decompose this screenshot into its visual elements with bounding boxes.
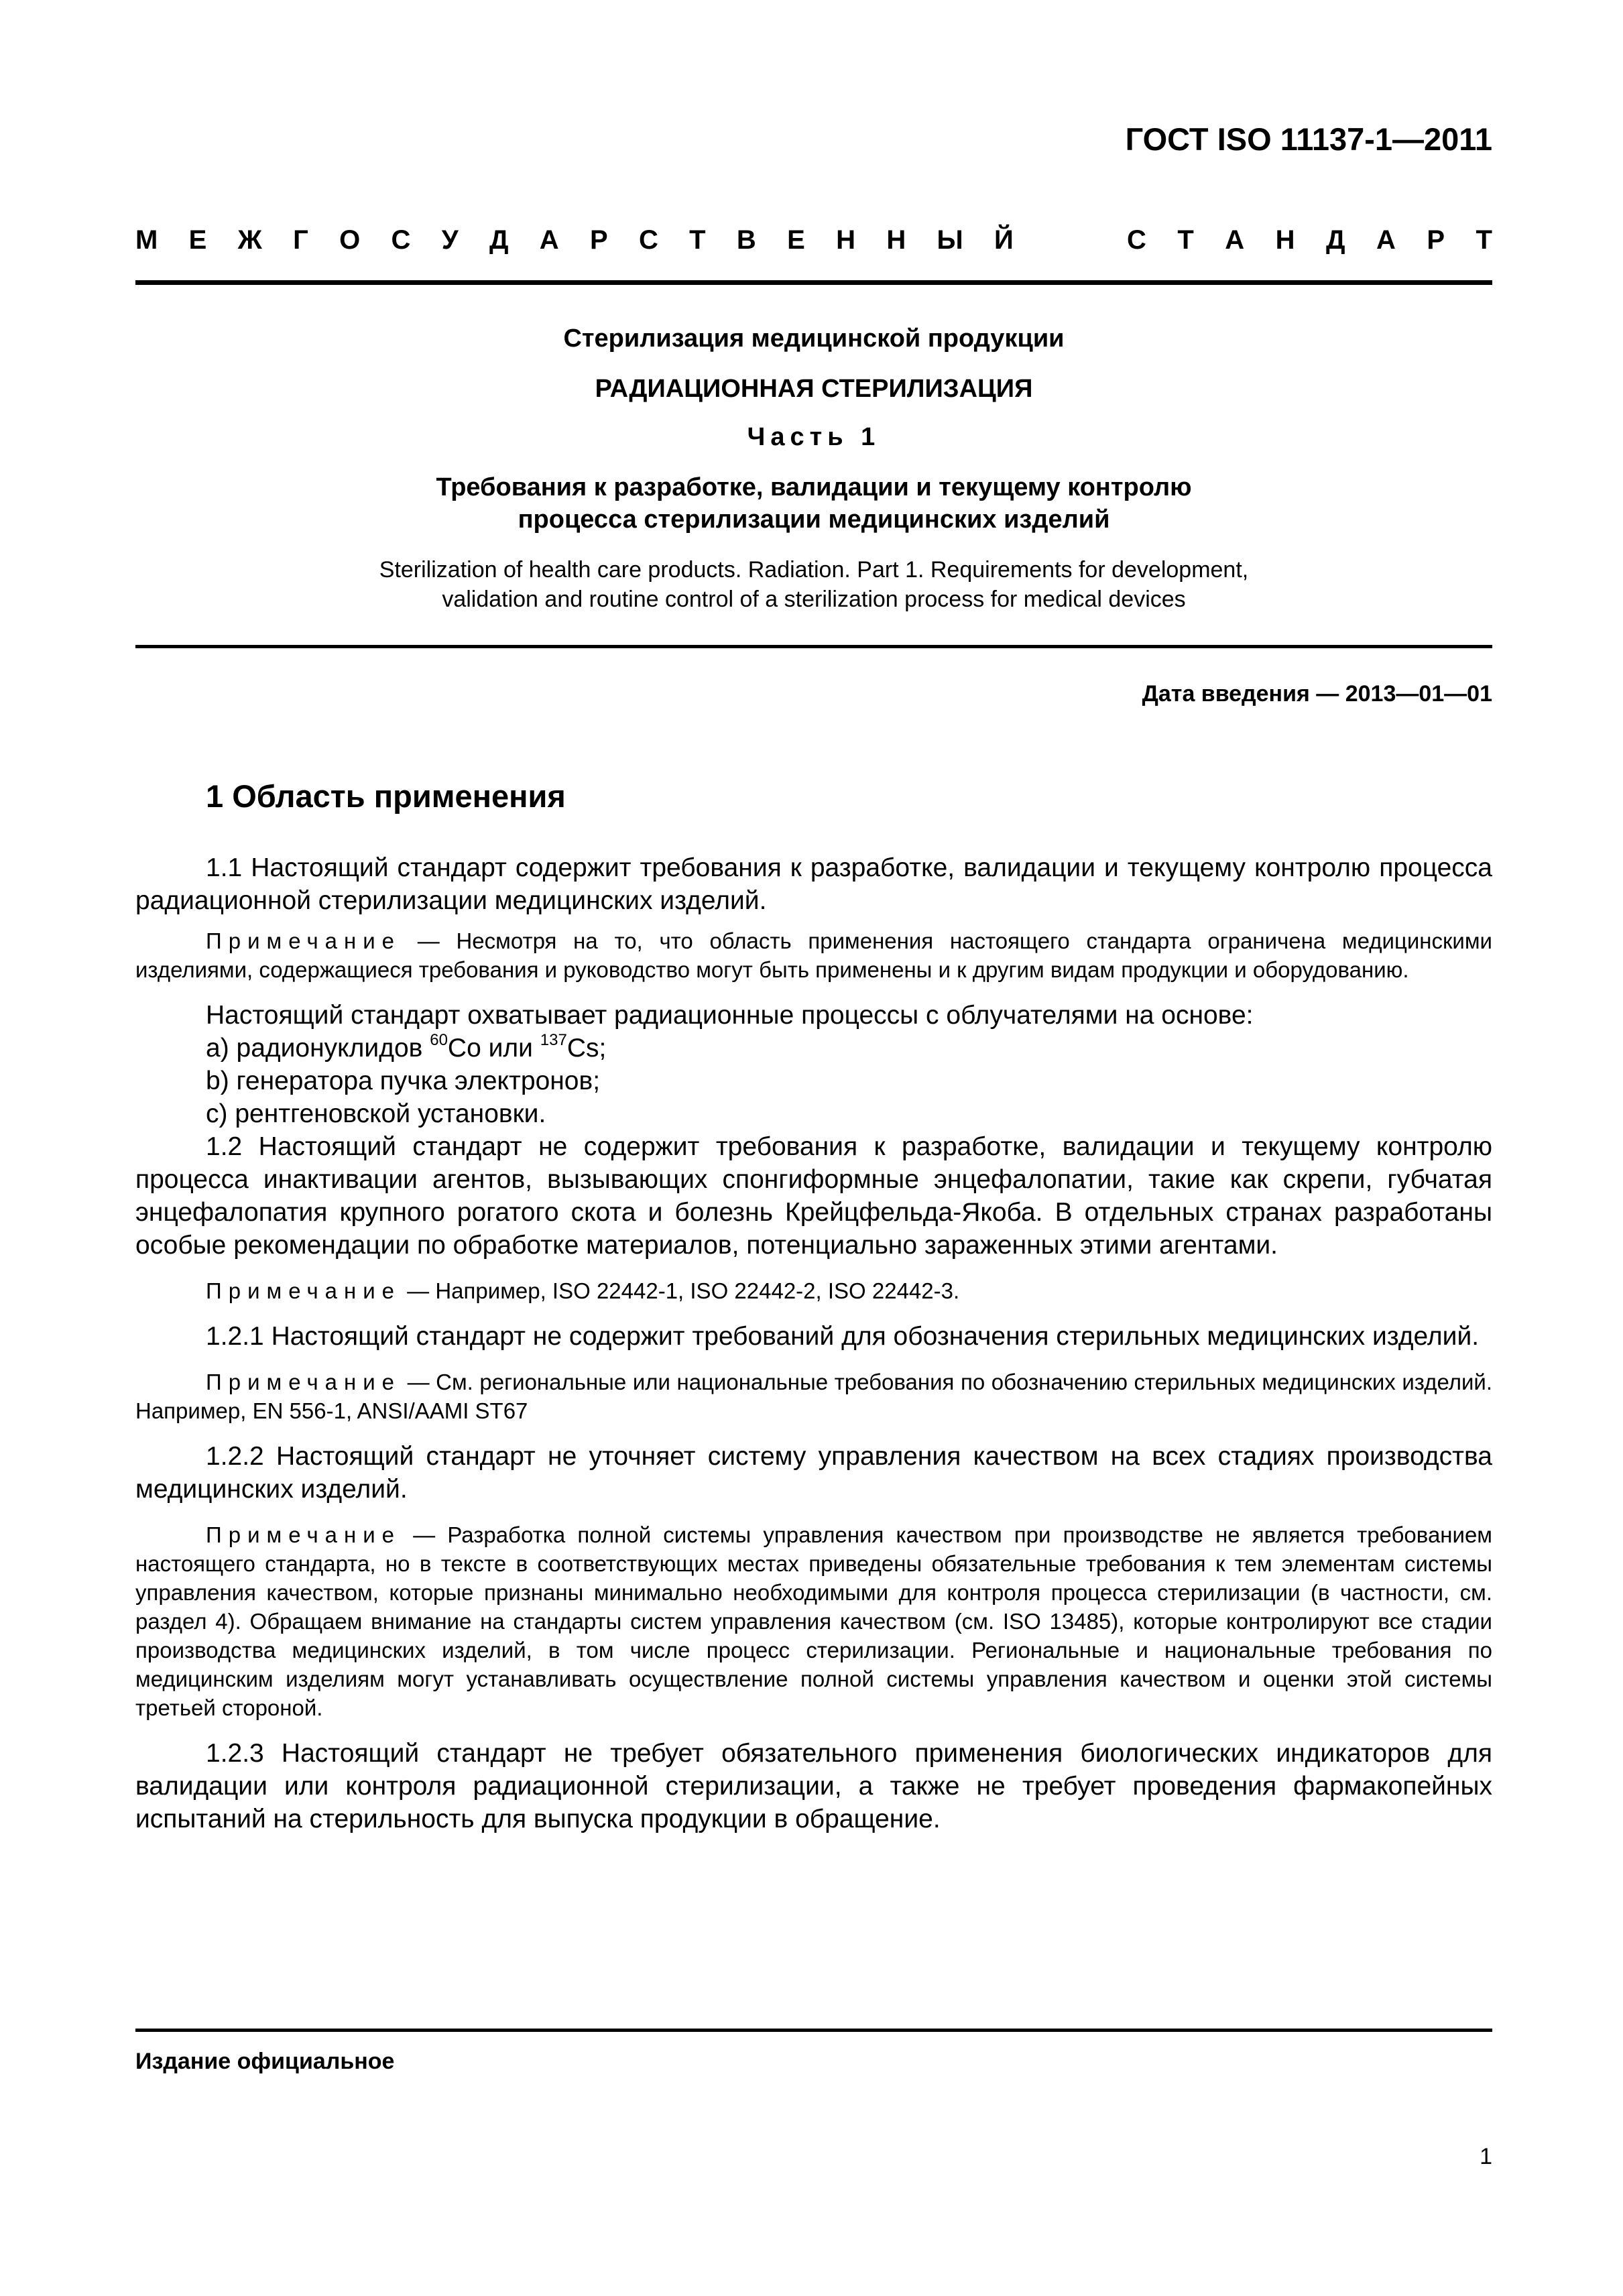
- banner-letter: Д: [1325, 225, 1345, 255]
- banner-letter: В: [736, 225, 756, 255]
- official-edition: Издание официальное: [135, 2049, 395, 2074]
- title-subtitle-a: Требования к разработке, валидации и текущему контролю: [436, 473, 1192, 501]
- paragraph-1-2-3: 1.2.3 Настоящий стандарт не требует обязательного применения биологических индикаторов для валидации или контроля радиационной стерилизации, а также не требует проведения фармакопейных испытаний на стерильность для выпуска продукции в обращение.: [135, 1739, 1492, 1833]
- banner-letter: Т: [689, 225, 706, 255]
- title-part: Часть 1: [747, 423, 881, 451]
- section-body: [135, 851, 1492, 1835]
- intro-date: Дата введения — 2013—01—01: [1142, 681, 1492, 707]
- title-rule: [135, 645, 1492, 648]
- paragraph-1-1: 1.1 Настоящий стандарт содержит требования к разработке, валидации и текущему контролю процесса радиационной стерилизации медицинских изделий.: [135, 853, 1492, 915]
- list-item-a: [135, 1032, 1492, 1065]
- item-a-sup-2: 137: [540, 1031, 567, 1049]
- banner-letter: Е: [188, 225, 207, 255]
- banner-letter: Г: [293, 225, 308, 255]
- note-3-text: — См. региональные или национальные требования по обозначению стерильных медицинских изделий. Например, EN 556-1, ANSI/AAMI ST67: [135, 1370, 1492, 1423]
- banner-letter: О: [339, 225, 361, 255]
- banner-word-interstate: [135, 225, 1014, 255]
- title-line-1: Стерилизация медицинской продукции: [563, 324, 1065, 353]
- note-1-text: — Несмотря на то, что область применения настоящего стандарта ограничена медицинскими изделиями, содержащиеся требования и руководство могут быть применены и к другим видам продукции и оборудованию.: [135, 928, 1492, 982]
- banner-letter: У: [441, 225, 459, 255]
- banner-letter: Н: [886, 225, 906, 255]
- note-label: Примечание: [206, 1278, 402, 1303]
- banner-letter: Д: [489, 225, 509, 255]
- note-4: [135, 1520, 1492, 1722]
- paragraph-1-2-1: 1.2.1 Настоящий стандарт не содержит требований для обозначения стерильных медицинских изделий.: [206, 1322, 1480, 1351]
- footer-rule: [135, 2029, 1492, 2032]
- banner-letter: С: [1127, 225, 1146, 255]
- english-title-a: Sterilization of health care products. Radiation. Part 1. Requirements for development,: [379, 557, 1249, 583]
- banner-letter: Е: [787, 225, 805, 255]
- banner-letter: А: [539, 225, 559, 255]
- item-a-post: Cs;: [566, 1034, 607, 1063]
- english-title: [135, 555, 1492, 614]
- banner-letter: С: [391, 225, 411, 255]
- banner-letter: Н: [1275, 225, 1295, 255]
- list-item-b: b) генератора пучка электронов;: [206, 1067, 601, 1095]
- note-4-text: — Разработка полной системы управления качеством при производстве не является требованием настоящего стандарта, но в тексте в соответствующих местах приведены обязательные требования к тем элементам системы управления качеством, которые признаны минимально необходимыми для контроля процесса стерилизации (в частности, см. раздел 4). Обращаем внимание на стандарты систем управления качеством (см. ISO 13485), которые контролируют все стадии производства медицинских изделий, в том числе процесс стерилизации. Региональные и национальные требования по медицинским изделиям могут устанавливать осуществление полной системы управления качеством и оценки этой системы третьей стороной.: [135, 1522, 1492, 1720]
- note-label: Примечание: [206, 928, 402, 953]
- banner-letter: А: [1376, 225, 1396, 255]
- standard-code: ГОСТ ISO 11137-1—2011: [1125, 121, 1492, 157]
- note-label: Примечание: [206, 1522, 402, 1547]
- note-2: [135, 1276, 1492, 1305]
- title-subtitle-b: процесса стерилизации медицинских изделий: [518, 505, 1110, 534]
- list-item-c: c) рентгеновской установки.: [206, 1099, 546, 1128]
- title-line-2: РАДИАЦИОННАЯ СТЕРИЛИЗАЦИЯ: [595, 375, 1033, 403]
- paragraph-covers: Настоящий стандарт охватывает радиационные процессы с облучателями на основе:: [206, 1001, 1254, 1030]
- paragraph-1-2: 1.2 Настоящий стандарт не содержит требования к разработке, валидации и текущему контролю процесса инактивации агентов, вызывающих спонгиформные энцефалопатии, такие как скрепи, губчатая энцефалопатия крупного рогатого скота и болезнь Крейцфельда-Якоба. В отдельных странах разработаны особые рекомендации по обработке материалов, потенциально зараженных этими агентами.: [135, 1132, 1492, 1260]
- item-a-text: а) радионуклидов: [206, 1034, 430, 1063]
- banner-word-standard: [1127, 225, 1492, 255]
- note-label: Примечание: [206, 1370, 402, 1394]
- note-1: [135, 926, 1492, 984]
- banner-letter: Ы: [937, 225, 963, 255]
- banner-letter: Т: [1177, 225, 1194, 255]
- paragraph-1-2-2: 1.2.2 Настоящий стандарт не уточняет систему управления качеством на всех стадиях производства медицинских изделий.: [135, 1442, 1492, 1504]
- banner-letter: Н: [836, 225, 856, 255]
- note-2-text: — Например, ISO 22442-1, ISO 22442-2, ISO 22442-3.: [401, 1278, 960, 1303]
- note-3: [135, 1368, 1492, 1425]
- banner-letter: Т: [1476, 225, 1492, 255]
- top-rule: [135, 280, 1492, 285]
- title-subtitle: [135, 471, 1492, 536]
- banner-letter: Ж: [237, 225, 262, 255]
- banner-letter: М: [135, 225, 158, 255]
- banner-letter: Й: [994, 225, 1014, 255]
- banner-letter: Р: [589, 225, 608, 255]
- banner-letter: А: [1225, 225, 1245, 255]
- item-a-sup-1: 60: [430, 1031, 448, 1049]
- section-heading: 1 Область применения: [206, 778, 566, 814]
- interstate-standard-banner: [135, 225, 1492, 255]
- item-a-mid: Co или: [447, 1034, 540, 1063]
- english-title-b: validation and routine control of a sterilization process for medical devices: [442, 587, 1186, 612]
- banner-letter: С: [638, 225, 658, 255]
- banner-letter: Р: [1427, 225, 1445, 255]
- page-number: 1: [1480, 2144, 1492, 2169]
